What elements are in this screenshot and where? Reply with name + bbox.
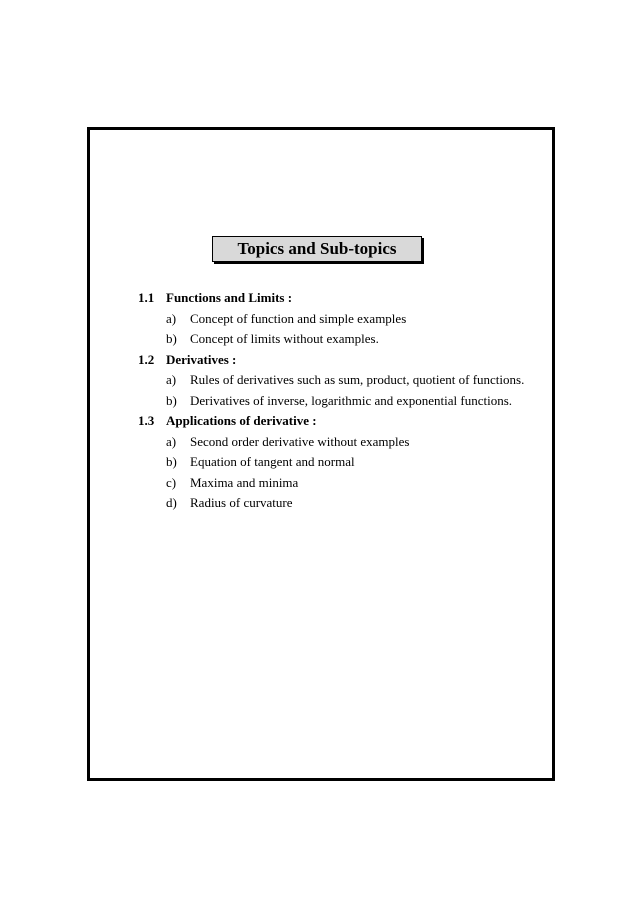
item-letter: b): [166, 331, 177, 346]
item-text: Equation of tangent and normal: [190, 454, 355, 469]
page-title: [212, 236, 422, 262]
list-item: [138, 329, 538, 350]
item-letter: b): [166, 392, 177, 408]
item-text: Derivatives of inverse, logarithmic and exponential functions.: [190, 392, 513, 408]
list-item: [138, 391, 538, 412]
section-heading: [138, 288, 538, 309]
section-1-2: [138, 350, 538, 412]
item-text: Radius of curvature: [190, 495, 293, 510]
section-title: Functions and Limits :: [166, 290, 293, 305]
section-title: Derivatives :: [166, 351, 237, 367]
section-number: 1.2: [138, 351, 155, 367]
item-letter: a): [166, 372, 177, 387]
item-text: Concept of limits without examples.: [190, 331, 379, 346]
section-title: Applications of derivative :: [166, 413, 317, 428]
list-item: [138, 493, 538, 514]
item-letter: a): [166, 433, 177, 449]
topics-list: [138, 288, 538, 514]
list-item: [138, 309, 538, 330]
list-item: [138, 432, 538, 453]
list-item: [138, 370, 538, 391]
section-number: 1.1: [138, 290, 155, 305]
section-heading: [138, 411, 538, 432]
list-item: [138, 473, 538, 494]
section-heading: [138, 350, 538, 371]
section-1-3: [138, 411, 538, 514]
item-letter: c): [166, 474, 177, 490]
item-text: Concept of function and simple examples: [190, 310, 407, 326]
section-number: 1.3: [138, 413, 155, 428]
item-letter: a): [166, 310, 177, 326]
item-text: Rules of derivatives such as sum, product, quotient of functions.: [190, 372, 525, 387]
item-text: Maxima and minima: [190, 474, 299, 490]
page-title-text: Topics and Sub-topics: [237, 239, 397, 258]
item-letter: b): [166, 454, 177, 469]
list-item: [138, 452, 538, 473]
section-1-1: [138, 288, 538, 350]
item-text: Second order derivative without examples: [190, 433, 410, 449]
item-letter: d): [166, 495, 177, 510]
